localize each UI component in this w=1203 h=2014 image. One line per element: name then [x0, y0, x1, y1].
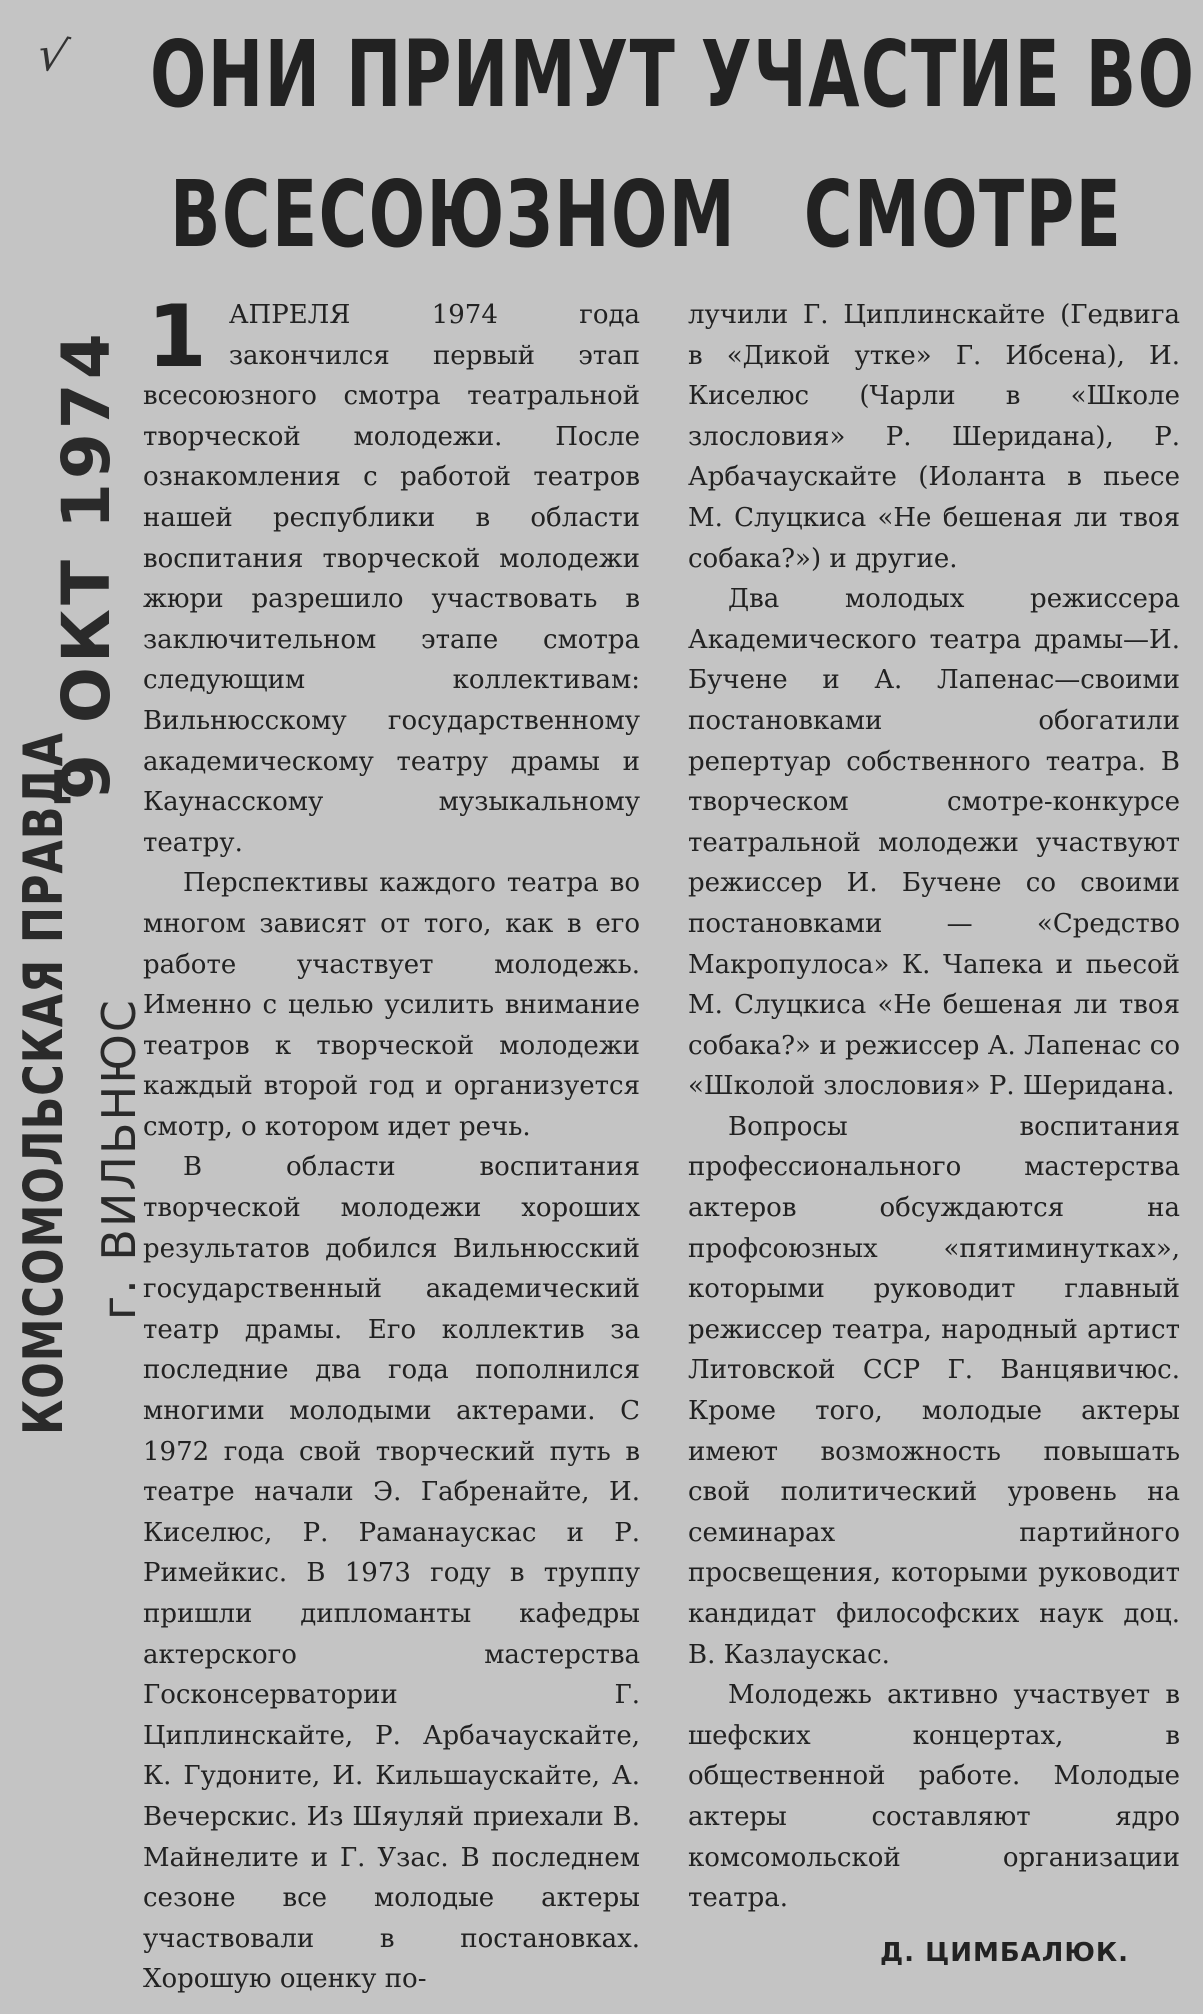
article-paragraph: Вопросы воспитания профессионального мастерства актеров обсуждаются на профсоюзных «пятиминутках», которыми руководит главный режиссер театра, народный артист Литовской ССР Г. Ванцявичюс. Кроме того, молодые актеры имеют возможность повышать свой политический уровень на семинарах партийного просвещения, которыми руководит кандидат философских наук доц. В. Казлаускас. [688, 1111, 1180, 1670]
drop-cap: 1 [147, 287, 207, 387]
article-paragraph: В области воспитания творческой молодежи хороших результатов добился Вильнюсский государственный академический театр драмы. Его коллектив за последние два года пополнился многими молодыми актерами. С 1972 года свой творческий путь в театре начали Э. Габренайте, И. Киселюс, Р. Раманаускас и Р. Римейкис. В 1973 году в труппу пришли дипломанты кафедры актерского мастерства Госконсерватории Г. Циплинскайте, Р. Арбачаускайте, К. Гудоните, И. Кильшаускайте, А. Вечерскис. Из Шяуляй приехали В. Майнелите и Г. Узас. В последнем сезоне все молодые актеры участвовали в постановках. Хорошую оценку по- [143, 1152, 640, 1995]
article-paragraph: Два молодых режиссера Академического театра драмы—И. Бучене и А. Лапенас—своими постановками обогатили репертуар собственного театра. В творческом смотре-конкурсе театральной молодежи участвуют режиссер И. Бучене со своими постановками — «Средство Макропулоса» К. Чапека и пьесой М. Слуцкиса «Не бешеная ли твоя собака?» и режиссер А. Лапенас со «Школой злословия» Р. Шеридана. [688, 584, 1180, 1102]
article-column-left [143, 287, 640, 2000]
stamp-date: 9 ОКТ 1974 [48, 329, 125, 800]
headline-line-1: ОНИ ПРИМУТ УЧАСТИЕ ВО [150, 21, 1196, 128]
article-paragraph: Перспективы каждого театра во многом зависят от того, как в его работе участвует молодежь. Именно с целью усилить внимание театров к творческой молодежи каждый второй год и организуется смотр, о котором идет речь. [143, 868, 640, 1142]
headline-line-2: ВСЕСОЮЗНОМ СМОТРЕ [170, 161, 1123, 268]
article-column-right [688, 295, 1180, 1919]
check-mark: √ [32, 25, 73, 85]
article-paragraph [143, 287, 640, 863]
article-paragraph: лучили Г. Циплинскайте (Гедвига в «Дикой утке» Г. Ибсена), И. Киселюс (Чарли в «Школе злословия» Р. Шеридана), Р. Арбачаускайте (Иоланта в пьесе М. Слуцкиса «Не бешеная ли твоя собака?») и другие. [688, 300, 1180, 574]
paragraph-text: АПРЕЛЯ 1974 года закончился первый этап всесоюзного смотра театральной творческой молодежи. После ознакомления с работой театров нашей республики в области воспитания творческой молодежи жюри разрешило участвовать в заключительном этапе смотра следующим коллективам: Вильнюсскому государственному академическому театру драмы и Каунасскому музыкальному театру. [143, 300, 640, 858]
article-paragraph: Молодежь активно участвует в шефских концертах, в общественной работе. Молодые актеры составляют ядро комсомольской организации театра. [688, 1680, 1180, 1914]
stamp-city: г. ВИЛЬНЮС [92, 998, 146, 1320]
stamp-newspaper: КОМСОМОЛЬСКАЯ ПРАВДА [12, 732, 75, 1435]
article-author: Д. ЦИМБАЛЮК. [880, 1938, 1130, 1968]
